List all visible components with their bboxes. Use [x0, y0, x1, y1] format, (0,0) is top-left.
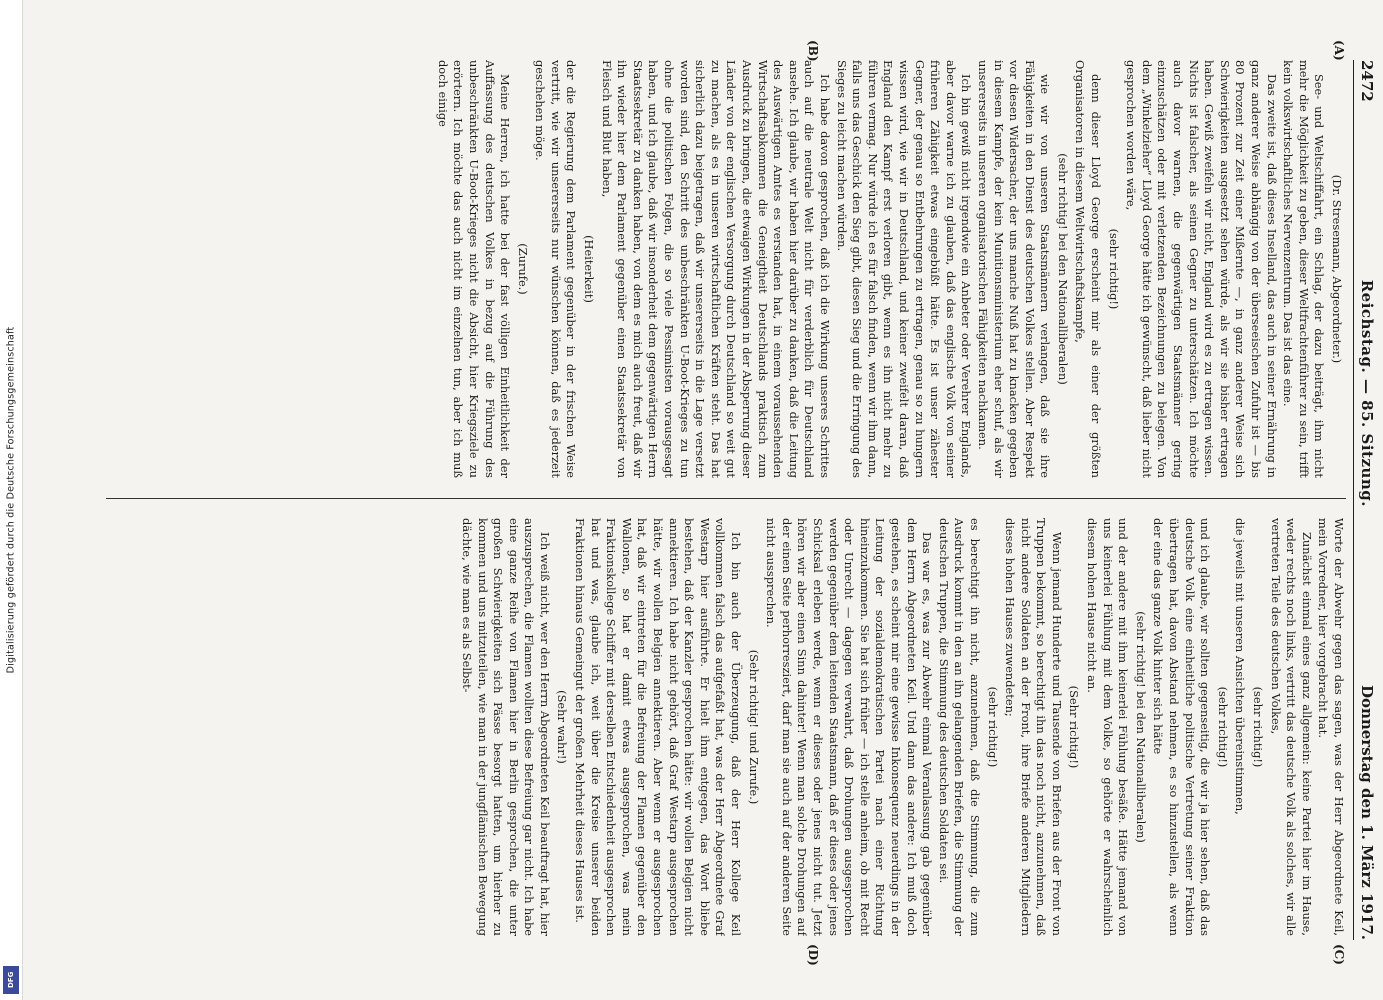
- digitization-credit-strip: [0, 0, 23, 1000]
- paragraph: wie wir von unseren Staatsmännern verlangen, daß sie ihre Fähigkeiten in den Dienst des deutschen Volkes stellen. Aber Respekt vor diesen Widersacher, der uns manche Nuß hat zu knacken gegeben in diesem Kampfe, der kein Munitionsministerium eher schuf, als wir unsererseits in unseren organisatorischen Fähigkeiten nachkamen.: [975, 60, 1053, 478]
- interjection: (sehr richtig!): [1215, 686, 1230, 768]
- page-date: Donnerstag den 1. März 1917.: [1358, 684, 1376, 940]
- left-column: [106, 60, 1346, 478]
- paragraph: und ich glaube, wir sollten gegenseitig, die wir ja hier sehen, daß das deutsche Volk eine einheitliche politische Vertretung seiner Fraktion übertragen hat, davon Abstand nehmen, es so hinzustellen, als wenn der eine das ganze Volk hinter sich hätte: [1151, 518, 1213, 936]
- paragraph: Worte der Abwehr gegen das sagen, was der Herr Abgeordnete Keil, mein Vorredner, hier vorgebracht hat.: [1316, 518, 1346, 936]
- interjection: (Sehr wahr!): [555, 690, 570, 764]
- column-divider: [106, 498, 1346, 499]
- interjection: (sehr richtig!): [985, 686, 1000, 768]
- paragraph: denn dieser Lloyd George erscheint mir als einer der größten Organisatoren in diesem Weltwirtschaftskampfe,: [1073, 60, 1104, 478]
- paragraph: Ich habe davon gesprochen, daß ich die Wirkung unseres Schrittes auch auf die neutrale Welt nicht für verderblich für Deutschland ansehe. Ich glaube, wir haben hier darüber zu danken, daß die Leitung des Auswärtigen Amtes es verstanden hat, in einem voraussehenden Wirtschaftsabkommen die Geneigtheit Deutschlands praktisch zum Ausdruck zu bringen, die etwaigen Wirkungen in der Absperrung dieser Länder von der englischen Versorgung durch Deutschland so weit gut zu machen, als es in unseren wirtschaftlichen Kräften steht. Das hat sicherlich dazu beigetragen, daß wir unsererseits in die Lage versetzt worden sind, den Schritt des unbeschränkten U-Boot-Krieges zu tun ohne die politischen Folgen, die so viele Pessimisten vorausgesagt haben, und ich glaube, daß wir insonderheit dem gegenwärtigen Herrn Staatssekretär zu danken haben, von dem es mich auch freut, daß wir ihn wieder hier dem Parlament gegenüber einen Staatssekretär von Fleisch und Blut haben,: [599, 60, 832, 478]
- credit-text: Digitalisierung gefördert durch die Deutsche Forschungsgemeinschaft: [5, 326, 17, 674]
- interjection: (Sehr richtig!): [1067, 685, 1082, 769]
- interjection: (sehr richtig! bei den Nationalliberalen): [1055, 153, 1070, 385]
- page-number: 2472: [1358, 60, 1376, 102]
- margin-marker-c: (C): [1332, 944, 1346, 965]
- margin-marker-b: (B): [806, 40, 820, 62]
- interjection: (Sehr richtig! und Zurufe.): [746, 649, 761, 805]
- margin-marker-d: (D): [806, 944, 820, 966]
- paragraph: der die Regierung dem Parlament gegenüber in der frischen Weise vertritt, wie wir unsererseits nur wünschen können, daß es jederzeit geschehen möge.: [533, 60, 579, 478]
- page-title: Reichstag. — 85. Sitzung.: [1358, 279, 1376, 507]
- paragraph: Das zweite ist, daß dieses Inselland, das auch in seiner Ernährung in ganz anderer Weise abhängig von der überseeischen Zufuhr ist — bis 80 Prozent zur Zeit einer Mißernte —, in ganz anderer Weise sich Schwierigkeiten ausgesetzt sehen würde, als wir sie bisher ertragen haben. Gewiß zweifeln wir nicht, England wird es zu ertragen wissen. Nichts ist falscher, als seinen Gegner zu unterschätzen. Ich möchte auch davor warnen, die gegenwärtigen Staatsmänner gering einzuschätzen oder mit verletzenden Bezeichnungen zu belegen. Von dem „Winkelzieher“ Lloyd George hätte ich gewünscht, daß lieber nicht gesprochen worden wäre,: [1124, 60, 1279, 478]
- margin-marker-a: (A): [1332, 40, 1346, 61]
- paragraph: die jeweils mit unseren Ansichten übereinstimmen,: [1233, 518, 1248, 815]
- page-header: [1353, 60, 1380, 940]
- speaker-label: (Dr. Stresemann, Abgeordneter.): [1330, 174, 1344, 364]
- interjection: (sehr richtig!): [1106, 228, 1121, 310]
- paragraph: und der andere mit ihm keinerlei Fühlung besäße. Hätte jemand von uns keinerlei Fühlung mit dem Volke, so gehörte er wahrscheinlich diesem hohen Hause nicht an.: [1085, 518, 1131, 936]
- paragraph: es berechtigt ihn nicht, anzunehmen, daß die Stimmung, die zum Ausdruck kommt in den an ihn gelangenden Briefen, die Stimmung der deutschen Truppen, die Stimmung des deutschen Soldaten sei.: [936, 518, 982, 936]
- interjection: (sehr richtig! bei den Nationalliberalen): [1133, 611, 1148, 843]
- newspaper-page: [90, 40, 1380, 966]
- paragraph: Wenn jemand Hunderte und Tausende von Briefen aus der Front von Truppen bekommt, so berechtigt ihn das noch nicht, anzunehmen, daß nicht andere Soldaten an der Front, ihre Briefe anderen Mitgliedern dieses hohen Hauses zuwendeten;: [1003, 518, 1064, 936]
- paragraph: See- und Weltschiffahrt, ein Schlag, der dazu beiträgt, ihm nicht mehr die Möglichkeit zu geben, dieser Weltfrachtenführer zu sein, trifft kein volkswirtschaftliches Nervenzentrum. Das ist das eine.: [1281, 60, 1327, 478]
- paragraph: Zunächst einmal eines ganz allgemein: keine Partei hier im Hause, weder rechts noch links, vertritt das deutsche Volk als solches, wir alle vertreten Teile des deutschen Volkes,: [1268, 518, 1314, 936]
- interjection: (Zurufe.): [515, 243, 530, 295]
- paragraph: Ich bin auch der Überzeugung, daß der Herr Kollege Keil vollkommen falsch das aufgefaßt hat, was der Herr Abgeordnete Graf Westarp hier ausführte. Er hielt ihm entgegen, das Wort bliebe bestehen, daß der Kanzler gesprochen hätte: wir wollen Belgien nicht annektieren. Ich habe nicht gehört, daß Graf Westarp ausgesprochen hätte, wir wollen Belgien annektieren. Aber wenn er ausgesprochen hat, daß wir eintreten für die Befreiung der Flamen gegenüber den Wallonen, so hat er damit etwas ausgesprochen, was mein Fraktionskollege Schiffer mit derselben Entschiedenheit ausgesprochen hat und was, glaube ich, weit über die Kreise unserer beiden Fraktionen hinaus Gemeingut der großen Mehrheit dieses Hauses ist.: [573, 518, 744, 936]
- interjection: (sehr richtig!): [1251, 686, 1266, 768]
- interjection: (Heiterkeit): [582, 235, 597, 303]
- right-column: [106, 518, 1346, 936]
- paragraph: Meine Herren, ich hatte bei der fast völligen Einheitlichkeit der Auffassung des deutschen Volkes in bezug auf die Führung des unbeschränkten U-Boot-Krieges nicht die Absicht, hier Kriegsziele zu erörtern. Ich möchte das auch nicht im einzelnen tun, aber ich muß doch einige: [435, 60, 513, 478]
- paragraph: Ich bin gewiß nicht irgendwie ein Anbeter oder Verehrer Englands, aber davor warne ich zu glauben, daß das englische Volk von seiner früheren Zähigkeit etwas eingebüßt hätte. Es ist unser zähester Gegner, der genau so Entbehrungen zu ertragen, genau so zu hungern wissen wird, wie wir in Deutschland, und keiner zweifelt daran, daß England den Kampf erst verloren gibt, wenn es ihn nicht mehr zu führen vermag. Nur würde ich es für falsch finden, wenn wir ihm dann, falls uns das Geschick den Sieg gibt, diesen Sieg und die Erringung des Sieges zu leicht machen würden.: [834, 60, 974, 478]
- paragraph: Ich weiß nicht, wer den Herrn Abgeordneten Keil beauftragt hat, hier auszusprechen, die Flamen wollten diese Befreiung gar nicht. Ich habe eine ganze Reihe von Flamen hier in Berlin gesprochen, die unter großen Schwierigkeiten sich Pässe besorgt hatten, um hierher zu kommen und uns mitzuteilen, wie man in der jungflämischen Bewegung dächte, wie man es als Selbst-: [459, 518, 552, 936]
- paragraph: Das war es, was zur Abwehr einmal Veranlassung gab gegenüber dem Herrn Abgeordneten Keil. Und dann das andere: Ich muß doch gestehen, es scheint mir eine gewisse Inkonsequenz neuerdings in der Leitung der sozialdemokratischen Partei nach einer Richtung hineinzukommen. Sie hat sich früher — ich stelle anheim, ob mit Recht oder Unrecht — dagegen verwahrt, daß Drohungen ausgesprochen werden gegenüber dem leitenden Staatsmann, daß er dieses oder jenes Schicksal erleben werde, wenn er dieses oder jenes nicht tut. Jetzt hören wir aber einen Sinn dahinter! Wenn man solche Drohungen auf der einen Seite perhorresziert, darf man sie auch auf der anderen Seite nicht aussprechen.: [764, 518, 935, 936]
- dfg-logo: DFG: [3, 966, 19, 994]
